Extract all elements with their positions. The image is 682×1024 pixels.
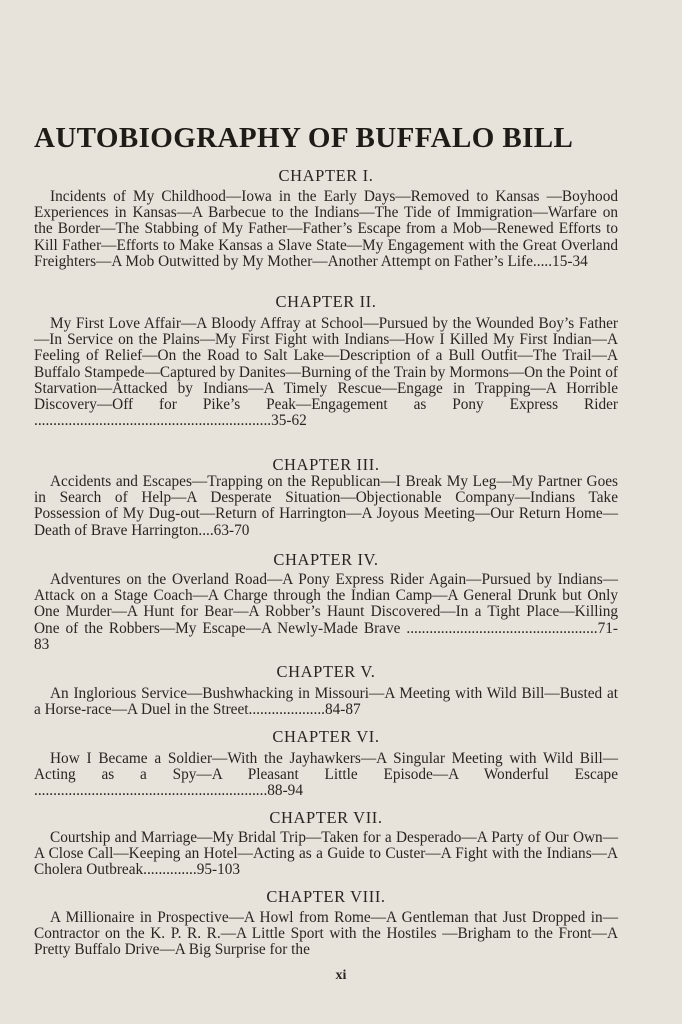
chapter-summary: An Inglorious Service—Bushwhacking in Missouri—A Meeting with Wild Bill—Busted at a Horse-race—A Duel in the Street....................84-87 xyxy=(34,685,618,719)
chapter-heading: CHAPTER VIII. xyxy=(266,887,386,906)
chapter-summary: Adventures on the Overland Road—A Pony Express Rider Again—Pursued by Indians—Attack on a Stage Coach—A Charge through the Indian Camp—A General Drunk but Only One Murder—A Hunt for Bear—A Robber’s Haunt Discovered—In a Tight Place—Killing One of the Robbers—My Escape—A Newly-Made Brave ..................................................71-83 xyxy=(34,571,618,653)
chapter-summary: Incidents of My Childhood—Iowa in the Early Days—Removed to Kansas —Boyhood Experiences in Kansas—A Barbecue to the Indians—The Tide of Immigration—Warfare on the Border—The Stabbing of My Father—Father’s Escape from a Mob—Renewed Efforts to Kill Father—Efforts to Make Kansas a Slave State—My Engagement with the Great Overland Freighters—A Mob Outwitted by My Mother—Another Attempt on Father’s Life.....15-34 xyxy=(34,188,618,270)
page-number: xi xyxy=(335,968,347,983)
chapter-summary: How I Became a Soldier—With the Jayhawkers—A Singular Meeting with Wild Bill—Acting as a Spy—A Pleasant Little Episode—A Wonderful Escape .............................................................88-94 xyxy=(34,750,618,800)
chapter-heading: CHAPTER V. xyxy=(276,662,376,681)
chapter-summary: My First Love Affair—A Bloody Affray at School—Pursued by the Wounded Boy’s Father—In Service on the Plains—My First Fight with Indians—How I Killed My First Indian—A Feeling of Relief—On the Road to Salt Lake—Description of a Bull Outfit—The Trail—A Buffalo Stampede—Captured by Danites—Burning of the Train by Mormons—On the Point of Starvation—Attacked by Indians—A Timely Rescue—Engage in Trapping—A Horrible Discovery—Off for Pike’s Peak—Engagement as Pony Express Rider ..............................................................35-62 xyxy=(34,315,618,430)
chapter-heading: CHAPTER VII. xyxy=(269,808,383,827)
chapter-summary: Courtship and Marriage—My Bridal Trip—Taken for a Desperado—A Party of Our Own—A Close Call—Keeping an Hotel—Acting as a Guide to Custer—A Fight with the Indians—A Cholera Outbreak..............95-103 xyxy=(34,829,618,879)
chapter-heading: CHAPTER I. xyxy=(278,166,374,185)
chapter-heading: CHAPTER IV. xyxy=(273,550,379,569)
page-title: AUTOBIOGRAPHY OF BUFFALO BILL xyxy=(34,122,574,154)
chapter-summary: Accidents and Escapes—Trapping on the Republican—I Break My Leg—My Partner Goes in Search of Help—A Desperate Situation—Objectionable Company—Indians Take Possession of My Dug-out—Return of Harrington—A Joyous Meeting—Our Return Home—Death of Brave Harrington....63-70 xyxy=(34,473,618,539)
chapter-heading: CHAPTER VI. xyxy=(272,727,380,746)
chapter-summary: A Millionaire in Prospective—A Howl from Rome—A Gentleman that Just Dropped in—Contractor on the K. P. R. R.—A Little Sport with the Hostiles —Brigham to the Front—A Pretty Buffalo Drive—A Big Surprise for the xyxy=(34,909,618,959)
chapter-heading: CHAPTER III. xyxy=(272,455,380,474)
chapter-heading: CHAPTER II. xyxy=(275,292,377,311)
